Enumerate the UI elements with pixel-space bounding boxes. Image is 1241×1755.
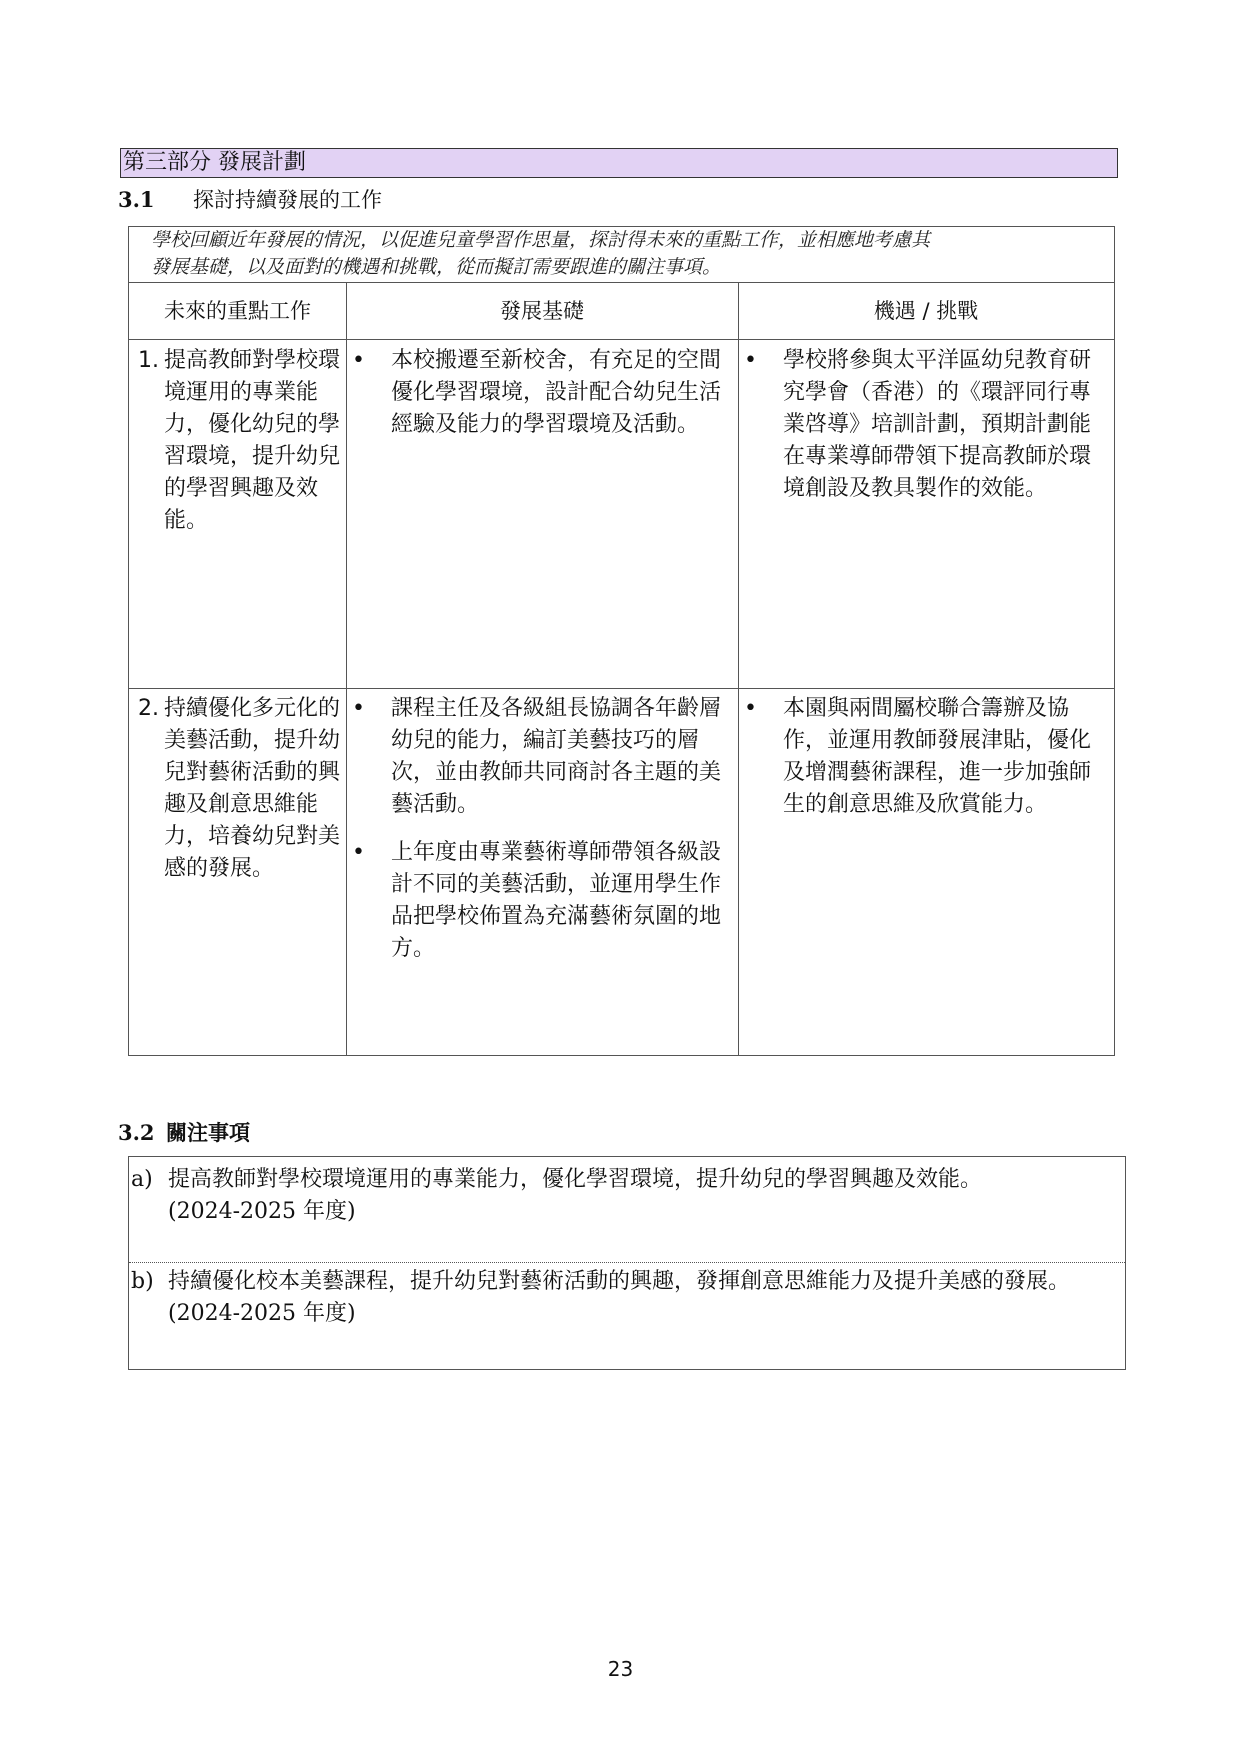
opportunity-text: 本園與兩間屬校聯合籌辦及協作，並運用教師發展津貼，優化及增潤藝術課程，進一步加強師生的創意思維及欣賞能力。 [783,696,1092,817]
concern-text: 持續優化校本美藝課程，提升幼兒對藝術活動的興趣，發揮創意思維能力及提升美感的發展。 [168,1269,1071,1294]
concern-item-b [129,1266,1125,1330]
row-index: 2. [138,696,159,721]
focus-text: 持續優化多元化的美藝活動，提升幼兒對藝術活動的興趣及創意思維能力，培養幼兒對美感的發展。 [164,696,341,881]
bullet-icon: • [744,696,757,721]
concern-tag: b) [131,1269,154,1294]
concern-text: 提高教師對學校環境運用的專業能力，優化學習環境，提升幼兒的學習興趣及效能。 [168,1167,983,1192]
row-index: 1. [138,348,159,373]
intro-line-1: 學校回顧近年發展的情況，以促進兒童學習作思量，探討得未來的重點工作，並相應地考慮其 [151,229,931,251]
section-number: 3.1 [118,187,155,212]
basis-text: 上年度由專業藝術導師帶領各級設計不同的美藝活動，並運用學生作品把學校佈置為充滿藝術氛圍的地方。 [391,840,722,961]
section-3-1-heading [118,184,382,214]
section-title: 探討持續發展的工作 [193,188,382,212]
intro-line-2: 發展基礎，以及面對的機遇和挑戰，從而擬訂需要跟進的關注事項。 [151,256,722,278]
concern-year: (2024-2025 年度) [168,1199,356,1224]
basis-text: 課程主任及各級組長協調各年齡層幼兒的能力，編訂美藝技巧的層次，並由教師共同商討各主題的美藝活動。 [391,696,722,817]
row-2-opportunities-cell [739,693,1114,837]
column-header-basis: 發展基礎 [346,283,738,340]
concern-year: (2024-2025 年度) [168,1301,356,1326]
section-3-2-heading [118,1117,250,1147]
list-item [352,693,729,821]
row-1-opportunities-cell [739,345,1114,521]
page-number: 23 [607,1657,634,1681]
list-item [352,837,729,965]
row-1-focus-cell [129,345,341,537]
row-divider [129,688,1114,689]
list-item [744,345,1106,505]
opportunity-text: 學校將參與太平洋區幼兒教育研究學會（香港）的《環評同行專業啓導》培訓計劃，預期計劃能在專業導師帶領下提高教師於環境創設及教具製作的效能。 [783,348,1092,501]
development-plan-table [128,226,1115,1056]
concern-item-a [129,1164,1125,1228]
column-header-focus: 未來的重點工作 [129,283,346,340]
column-header-opportunities: 機遇 / 挑戰 [738,283,1114,340]
bullet-icon: • [352,696,365,721]
list-item [744,693,1106,821]
list-item [352,345,729,441]
row-1-basis-cell [347,345,737,457]
concern-divider [129,1262,1125,1263]
concerns-table [128,1156,1126,1370]
concern-tag: a) [131,1167,153,1192]
section-title: 關注事項 [166,1121,250,1145]
bullet-icon: • [352,840,365,865]
row-2-focus-cell [129,693,341,885]
focus-text: 提高教師對學校環境運用的專業能力，優化幼兒的學習環境，提升幼兒的學習興趣及效能。 [164,348,341,533]
section-number: 3.2 [118,1120,155,1145]
table-intro [129,227,1114,283]
part-title-banner: 第三部分 發展計劃 [120,148,1118,178]
bullet-icon: • [744,348,757,373]
row-2-basis-cell [347,693,737,981]
bullet-icon: • [352,348,365,373]
basis-text: 本校搬遷至新校舍，有充足的空間優化學習環境，設計配合幼兒生活經驗及能力的學習環境及活動。 [391,348,722,437]
